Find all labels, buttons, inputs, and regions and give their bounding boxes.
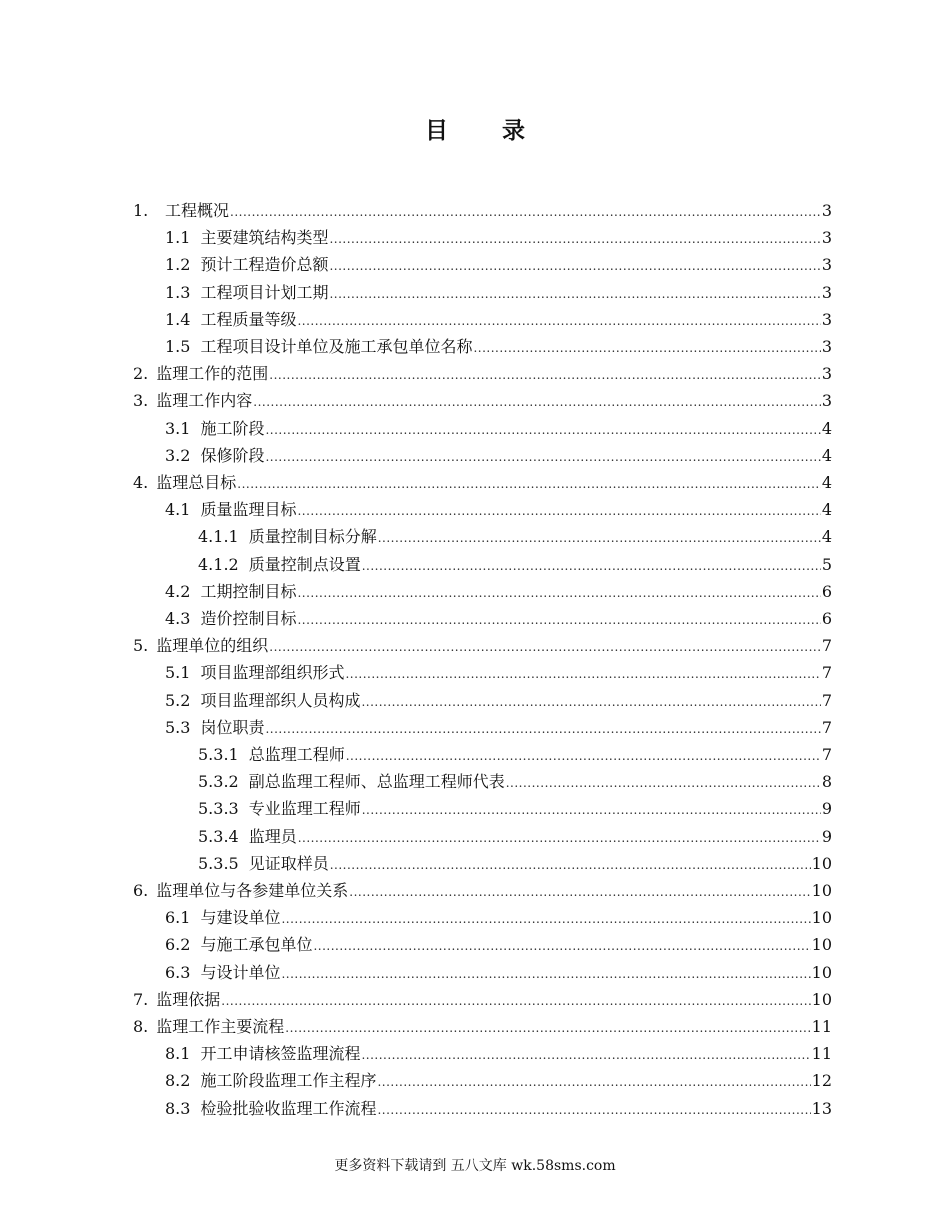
toc-entry-page: 3 — [821, 364, 832, 384]
toc-dot-leader — [253, 389, 821, 416]
toc-entry-title: 与建设单位 — [200, 908, 281, 928]
toc-entry-title: 预计工程造价总额 — [200, 255, 329, 275]
toc-entry-number: 5.3.5 — [198, 853, 239, 873]
toc-dot-leader — [473, 335, 820, 362]
toc-dot-leader — [377, 1097, 810, 1124]
toc-dot-leader — [361, 689, 820, 716]
toc-entry-page: 7 — [821, 745, 832, 764]
toc-dot-leader — [506, 770, 821, 797]
toc-dot-leader — [330, 852, 811, 879]
toc-entry[interactable] — [198, 768, 832, 795]
toc-entry[interactable] — [198, 823, 832, 850]
toc-entry-number: 8.1 — [165, 1044, 191, 1064]
toc-entry[interactable] — [133, 877, 832, 904]
toc-entry-page: 4 — [821, 445, 832, 465]
toc-entry-title: 监理工作内容 — [156, 391, 253, 411]
toc-entry-title: 工程项目计划工期 — [200, 282, 329, 302]
toc-entry[interactable] — [198, 741, 832, 768]
toc-entry-title: 质量控制点设置 — [248, 554, 361, 574]
toc-entry-page: 10 — [811, 908, 832, 928]
toc-entry-title: 监理总目标 — [156, 473, 237, 492]
toc-entry-page: 7 — [821, 717, 832, 737]
toc-entry-number: 5.2 — [165, 690, 191, 710]
toc-entry-number: 4.1 — [165, 500, 191, 520]
toc-entry[interactable] — [165, 931, 832, 958]
toc-dot-leader — [378, 525, 821, 552]
toc-dot-leader — [221, 988, 810, 1015]
toc-dot-leader — [298, 825, 821, 852]
toc-entry-page: 10 — [811, 853, 832, 873]
toc-dot-leader — [265, 716, 820, 743]
toc-dot-leader — [346, 743, 821, 770]
toc-dot-leader — [377, 1069, 810, 1096]
toc-entry-number: 1.3 — [165, 282, 191, 302]
toc-entry-title: 项目监理部组织形式 — [200, 663, 345, 683]
toc-entry[interactable] — [198, 850, 832, 877]
toc-entry-number: 8. — [133, 1017, 149, 1036]
toc-dot-leader — [285, 1015, 810, 1042]
toc-dot-leader — [329, 281, 820, 308]
toc-dot-leader — [362, 553, 821, 580]
toc-entry-number: 5.3 — [165, 717, 191, 737]
title-char-2: 录 — [502, 117, 525, 144]
toc-entry-page: 7 — [821, 663, 832, 683]
toc-entry[interactable] — [165, 904, 832, 931]
toc-entry-number: 1. — [133, 201, 149, 220]
toc-entry[interactable] — [198, 795, 832, 822]
toc-entry-number: 5.3.1 — [198, 745, 239, 764]
toc-entry-title: 项目监理部织人员构成 — [200, 690, 361, 710]
toc-entry-title: 监理工作主要流程 — [156, 1017, 285, 1036]
toc-dot-leader — [230, 199, 821, 226]
toc-entry-title: 主要建筑结构类型 — [200, 228, 329, 248]
toc-entry-number: 6.2 — [165, 935, 191, 955]
toc-entry[interactable] — [133, 360, 832, 387]
toc-entry-number: 7. — [133, 989, 149, 1009]
toc-entry[interactable] — [165, 496, 832, 523]
toc-entry[interactable] — [165, 224, 832, 251]
toc-entry[interactable] — [165, 1095, 832, 1122]
toc-dot-leader — [329, 253, 820, 280]
toc-entry-number: 6.1 — [165, 908, 191, 928]
toc-entry-number: 6.3 — [165, 962, 191, 982]
toc-entry[interactable] — [165, 415, 832, 442]
toc-dot-leader — [297, 607, 820, 634]
toc-entry-page: 11 — [811, 1044, 832, 1064]
toc-dot-leader — [345, 661, 820, 688]
toc-entry-page: 4 — [821, 418, 832, 438]
toc-entry[interactable] — [165, 687, 832, 714]
toc-entry-page: 3 — [821, 228, 832, 248]
toc-entry-page: 12 — [811, 1071, 832, 1091]
toc-entry-page: 7 — [821, 690, 832, 710]
toc-entry-page: 9 — [821, 799, 832, 819]
toc-entry-number: 4.2 — [165, 581, 191, 601]
toc-entry-title: 质量控制目标分解 — [248, 527, 377, 547]
toc-entry-page: 10 — [811, 935, 832, 955]
toc-entry-page: 10 — [811, 881, 832, 900]
toc-entry-page: 11 — [811, 1017, 832, 1036]
toc-entry-number: 8.3 — [165, 1098, 191, 1118]
toc-entry[interactable] — [133, 197, 832, 224]
toc-entry-number: 5.3.2 — [198, 772, 239, 792]
page-title — [0, 112, 950, 145]
toc-entry-title: 监理单位与各参建单位关系 — [156, 881, 349, 900]
toc-entry-number: 5.3.4 — [198, 826, 239, 846]
toc-entry-number: 5.1 — [165, 663, 191, 683]
toc-entry-number: 1.5 — [165, 337, 191, 356]
toc-entry[interactable] — [198, 551, 832, 578]
toc-dot-leader — [362, 797, 821, 824]
toc-dot-leader — [297, 580, 820, 607]
toc-dot-leader — [297, 498, 820, 525]
toc-entry-number: 5.3.3 — [198, 799, 239, 819]
toc-dot-leader — [361, 1042, 810, 1069]
toc-entry-title: 开工申请核签监理流程 — [200, 1044, 361, 1064]
toc-entry-number: 2. — [133, 364, 149, 384]
toc-entry[interactable] — [133, 1013, 832, 1040]
toc-entry-number: 4.3 — [165, 609, 191, 628]
toc-entry[interactable] — [133, 469, 832, 496]
toc-entry-title: 与施工承包单位 — [200, 935, 313, 955]
toc-entry[interactable] — [165, 959, 832, 986]
toc-dot-leader — [349, 879, 810, 906]
toc-dot-leader — [237, 471, 821, 498]
toc-entry-title: 施工阶段 — [200, 418, 265, 438]
toc-dot-leader — [297, 308, 820, 335]
toc-dot-leader — [281, 961, 810, 988]
title-char-1: 目 — [425, 117, 448, 144]
toc-entry-title: 监理工作的范围 — [156, 364, 269, 384]
toc-entry-title: 保修阶段 — [200, 445, 265, 465]
toc-entry[interactable] — [133, 986, 832, 1013]
toc-entry[interactable] — [165, 578, 832, 605]
toc-entry-page: 3 — [821, 309, 832, 329]
toc-entry-number: 4. — [133, 473, 149, 492]
toc-entry-title: 副总监理工程师、总监理工程师代表 — [248, 772, 505, 792]
toc-entry[interactable] — [165, 1067, 832, 1094]
toc-entry-title: 监理员 — [248, 826, 297, 846]
toc-entry-number: 3.1 — [165, 418, 191, 438]
footer-note: 更多资料下载请到 五八文库 wk.58sms.com — [334, 1158, 616, 1174]
toc-entry-page: 6 — [821, 581, 832, 601]
toc-entry-page: 10 — [811, 962, 832, 982]
toc-entry-title: 与设计单位 — [200, 962, 281, 982]
toc-entry[interactable] — [165, 605, 832, 632]
toc-entry-page: 3 — [821, 201, 832, 220]
toc-entry-title: 监理单位的组织 — [156, 636, 269, 656]
toc-entry-title: 工程质量等级 — [200, 309, 297, 329]
toc-entry-title: 检验批验收监理工作流程 — [200, 1098, 377, 1118]
toc-entry-number: 6. — [133, 881, 149, 900]
toc-entry-page: 3 — [821, 391, 832, 411]
toc-entry-number: 1.2 — [165, 255, 191, 275]
toc-entry-number: 3.2 — [165, 445, 191, 465]
toc-entry[interactable] — [165, 279, 832, 306]
toc-entry-title: 工程项目设计单位及施工承包单位名称 — [200, 337, 473, 356]
toc-entry[interactable] — [133, 387, 832, 414]
toc-entry-number: 4.1.2 — [198, 554, 239, 574]
toc-entry[interactable] — [165, 251, 832, 278]
toc-entry-title: 质量监理目标 — [200, 500, 297, 520]
toc-entry-page: 4 — [821, 527, 832, 547]
toc-entry[interactable] — [133, 632, 832, 659]
toc-entry-page: 4 — [821, 473, 832, 492]
toc-entry-title: 专业监理工程师 — [248, 799, 361, 819]
toc-entry-page: 5 — [821, 554, 832, 574]
toc-entry-title: 岗位职责 — [200, 717, 265, 737]
toc-entry-page: 13 — [811, 1098, 832, 1118]
toc-entry[interactable] — [165, 714, 832, 741]
toc-entry-page: 4 — [821, 500, 832, 520]
toc-entry-title: 施工阶段监理工作主程序 — [200, 1071, 377, 1091]
toc-entry-page: 8 — [821, 772, 832, 792]
toc-dot-leader — [265, 417, 820, 444]
toc-entry-page: 3 — [821, 282, 832, 302]
toc-entry-page: 7 — [821, 636, 832, 656]
toc-entry-page: 3 — [821, 255, 832, 275]
toc-entry[interactable] — [165, 659, 832, 686]
toc-entry[interactable] — [165, 1040, 832, 1067]
toc-entry-page: 9 — [821, 826, 832, 846]
toc-entry-title: 总监理工程师 — [248, 745, 345, 764]
toc-entry-number: 1.1 — [165, 228, 191, 248]
toc-dot-leader — [269, 362, 821, 389]
toc-entry-title: 工程概况 — [165, 201, 230, 220]
toc-entry-number: 3. — [133, 391, 149, 411]
toc-dot-leader — [269, 634, 821, 661]
toc-entry[interactable] — [198, 523, 832, 550]
toc-entry-title: 监理依据 — [156, 989, 221, 1009]
toc-entry-page: 10 — [811, 989, 832, 1009]
toc-entry[interactable] — [165, 442, 832, 469]
toc-entry-number: 5. — [133, 636, 149, 656]
toc-entry-title: 见证取样员 — [248, 853, 329, 873]
toc-entry-page: 6 — [821, 609, 832, 628]
toc-dot-leader — [313, 933, 810, 960]
toc-entry-page: 3 — [821, 337, 832, 356]
toc-dot-leader — [265, 444, 820, 471]
toc-entry-title: 造价控制目标 — [200, 609, 297, 628]
toc-entry[interactable] — [165, 306, 832, 333]
toc-entry[interactable] — [165, 333, 832, 360]
toc-entry-number: 4.1.1 — [198, 527, 239, 547]
toc-dot-leader — [329, 226, 820, 253]
toc-entry-title: 工期控制目标 — [200, 581, 297, 601]
toc-dot-leader — [281, 906, 810, 933]
toc-entry-number: 8.2 — [165, 1071, 191, 1091]
toc-entry-number: 1.4 — [165, 309, 191, 329]
